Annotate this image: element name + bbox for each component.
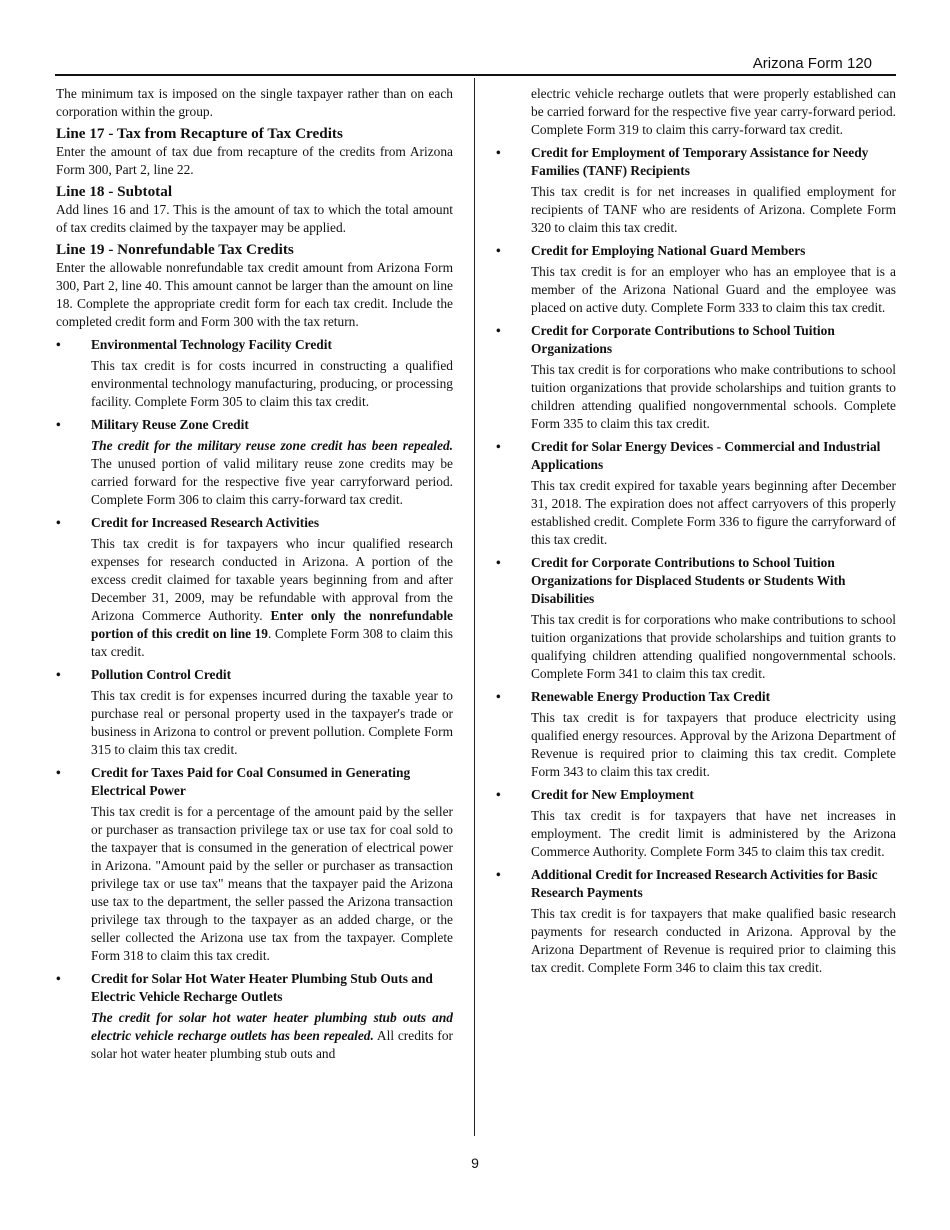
- credit-description-text: All credits for solar hot water heater plumbing stub outs and: [91, 1028, 453, 1061]
- credit-title: Military Reuse Zone Credit: [91, 417, 249, 432]
- credit-item-environmental: [56, 336, 453, 411]
- credit-item-increased-research: [56, 514, 453, 661]
- bullet-icon: •: [56, 337, 61, 352]
- bullet-icon: •: [496, 787, 501, 802]
- bullet-icon: •: [56, 765, 61, 780]
- credit-description: This tax credit is for corporations who make contributions to school tuition organizations that provide scholarships and tuition grants to qualifying children attending qualified nongovernmental schools. Complete Form 341 to claim this tax credit.: [531, 612, 896, 681]
- column-divider: [474, 78, 475, 1136]
- intro-paragraph: The minimum tax is imposed on the single taxpayer rather than on each corporation within the group.: [56, 86, 453, 119]
- credit-description: [91, 535, 453, 661]
- credit-title: Credit for Employment of Temporary Assistance for Needy Families (TANF) Recipients: [531, 145, 869, 178]
- credit-description: This tax credit is for taxpayers that produce electricity using qualified energy resources. Approval by the Arizona Department of Revenue is required prior to claiming this tax credit. Complete Form 343 to claim this tax credit.: [531, 710, 896, 779]
- bullet-icon: •: [496, 867, 501, 882]
- line-18-text: Add lines 16 and 17. This is the amount of tax to which the total amount of tax credits claimed by the taxpayer may be applied.: [56, 202, 453, 235]
- credit-description: This tax credit is for expenses incurred during the taxable year to purchase real or personal property used in the taxpayer's trade or business in Arizona to control or prevent pollution. Complete Form 315 to claim this tax credit.: [91, 688, 453, 757]
- credit-title: Credit for Corporate Contributions to School Tuition Organizations: [531, 323, 835, 356]
- bullet-icon: •: [56, 515, 61, 530]
- credit-title: Credit for New Employment: [531, 787, 694, 802]
- credit-description-text: The unused portion of valid military reuse zone credits may be carried forward for the respective five year carryforward period. Complete Form 306 to claim this carry-forward tax credit.: [91, 456, 453, 507]
- credit-description: This tax credit is for a percentage of the amount paid by the seller or purchaser as transaction privilege tax or use tax for coal sold to the taxpayer that is consumed in the generation of electrical power in Arizona. "Amount paid by the seller or purchaser as transaction privilege tax or use tax" means that the taxpayer paid the Arizona use tax to the department, the seller passed the Arizona transaction privilege tax through to the taxpayer as an added charge, or the seller collected the Arizona use tax from the taxpayer. Complete Form 318 to claim this tax credit.: [91, 804, 453, 963]
- credit-title: Pollution Control Credit: [91, 667, 232, 682]
- credit-item-new-employment: [496, 786, 896, 861]
- repealed-notice: The credit for solar hot water heater plumbing stub outs and electric vehicle recharge outlets has been repealed.: [91, 1010, 453, 1043]
- credit-item-pollution-control: [56, 666, 453, 759]
- credit-description: This tax credit is for an employer who has an employee that is a member of the Arizona National Guard and the employee was placed on active duty. Complete Form 333 to claim this tax credit.: [531, 264, 896, 315]
- credit-description-tail: . Complete Form 308 to claim this tax credit.: [91, 626, 453, 659]
- credit-item-solar-energy: [496, 438, 896, 549]
- credit-title: Credit for Taxes Paid for Coal Consumed in Generating Electrical Power: [91, 765, 411, 798]
- line-18-heading: Line 18 - Subtotal: [56, 183, 173, 200]
- credit-description: This tax credit is for taxpayers that have net increases in employment. The credit limit is administered by the Arizona Commerce Authority. Complete Form 345 to claim this tax credit.: [531, 808, 896, 859]
- credit-title: Environmental Technology Facility Credit: [91, 337, 332, 352]
- credit-description: This tax credit is for costs incurred in constructing a qualified environmental technology manufacturing, producing, or processing facility. Complete Form 305 to claim this tax credit.: [91, 358, 453, 409]
- credit-title: Renewable Energy Production Tax Credit: [531, 689, 771, 704]
- credit-description: This tax credit is for taxpayers that make qualified basic research payments for research conducted in Arizona. Approval by the Arizona Department of Revenue is required prior to claiming this tax credit. Complete Form 346 to claim this tax credit.: [531, 906, 896, 975]
- credit-title: Credit for Increased Research Activities: [91, 515, 320, 530]
- credit-description: [91, 437, 453, 509]
- bullet-icon: •: [496, 323, 501, 338]
- credit-description: [91, 1009, 453, 1063]
- credit-item-military-reuse: [56, 416, 453, 509]
- bullet-icon: •: [496, 439, 501, 454]
- line-17-text: Enter the amount of tax due from recapture of the credits from Arizona Form 300, Part 2, line 22.: [56, 144, 453, 177]
- bullet-icon: •: [56, 667, 61, 682]
- page-number: 9: [471, 1155, 479, 1171]
- bullet-icon: •: [496, 555, 501, 570]
- credit-title: Credit for Solar Energy Devices - Commercial and Industrial Applications: [531, 439, 881, 472]
- bullet-icon: •: [496, 243, 501, 258]
- emphasis-note: Enter only the nonrefundable portion of this credit on line 19: [91, 608, 454, 641]
- line-19-text: Enter the allowable nonrefundable tax credit amount from Arizona Form 300, Part 2, line 40. This amount cannot be larger than the amount on line 18. Complete the appropriate credit form for each tax credit. Include the completed credit form and Form 300 with the tax return.: [56, 260, 453, 329]
- credit-item-school-tuition: [496, 322, 896, 433]
- credit-description: This tax credit expired for taxable years beginning after December 31, 2018. The expiration does not affect carryovers of this properly established credit. Complete Form 336 to figure the carryforward of this tax credit.: [531, 478, 896, 547]
- form-title: Arizona Form 120: [752, 55, 872, 72]
- header-rule: [55, 74, 896, 76]
- credit-item-basic-research: [496, 866, 896, 977]
- credit-continuation: [496, 85, 896, 139]
- bullet-icon: •: [496, 145, 501, 160]
- credit-item-displaced-students: [496, 554, 896, 683]
- credit-item-solar-hot-water: [56, 970, 453, 1063]
- credit-description-text: This tax credit is for taxpayers who incur qualified research expenses for research conducted in Arizona. A portion of the excess credit claimed for taxable years beginning from and after December 31, 2009, may be refundable with approval from the Arizona Commerce Authority.: [91, 536, 453, 623]
- credit-title: Additional Credit for Increased Research Activities for Basic Research Payments: [531, 867, 878, 900]
- credit-item-renewable-energy: [496, 688, 896, 781]
- credit-title: Credit for Solar Hot Water Heater Plumbing Stub Outs and Electric Vehicle Recharge Outlets: [91, 971, 433, 1004]
- left-column: [56, 85, 453, 1063]
- line-19-heading: Line 19 - Nonrefundable Tax Credits: [56, 241, 294, 258]
- repealed-notice: The credit for the military reuse zone credit has been repealed.: [91, 438, 453, 453]
- credit-item-coal: [56, 764, 453, 965]
- credit-item-national-guard: [496, 242, 896, 317]
- bullet-icon: •: [56, 971, 61, 986]
- credit-title: Credit for Employing National Guard Members: [531, 243, 806, 258]
- right-column: [496, 85, 896, 977]
- credit-title: Credit for Corporate Contributions to School Tuition Organizations for Displaced Students or Students With Disabilities: [531, 555, 846, 606]
- bullet-icon: •: [496, 689, 501, 704]
- bullet-icon: •: [56, 417, 61, 432]
- credit-description: This tax credit is for net increases in qualified employment for recipients of TANF who are residents of Arizona. Complete Form 320 to claim this tax credit.: [531, 184, 896, 235]
- credit-description: This tax credit is for corporations who make contributions to school tuition organizations that provide scholarships and tuition grants to children attending qualified nongovernmental schools. Complete Form 335 to claim this tax credit.: [531, 362, 896, 431]
- credit-description-continued: electric vehicle recharge outlets that were properly established can be carried forward for the respective five year carry-forward period. Complete Form 319 to claim this carry-forward tax credit.: [531, 86, 896, 137]
- credit-item-tanf: [496, 144, 896, 237]
- line-17-heading: Line 17 - Tax from Recapture of Tax Credits: [56, 125, 343, 142]
